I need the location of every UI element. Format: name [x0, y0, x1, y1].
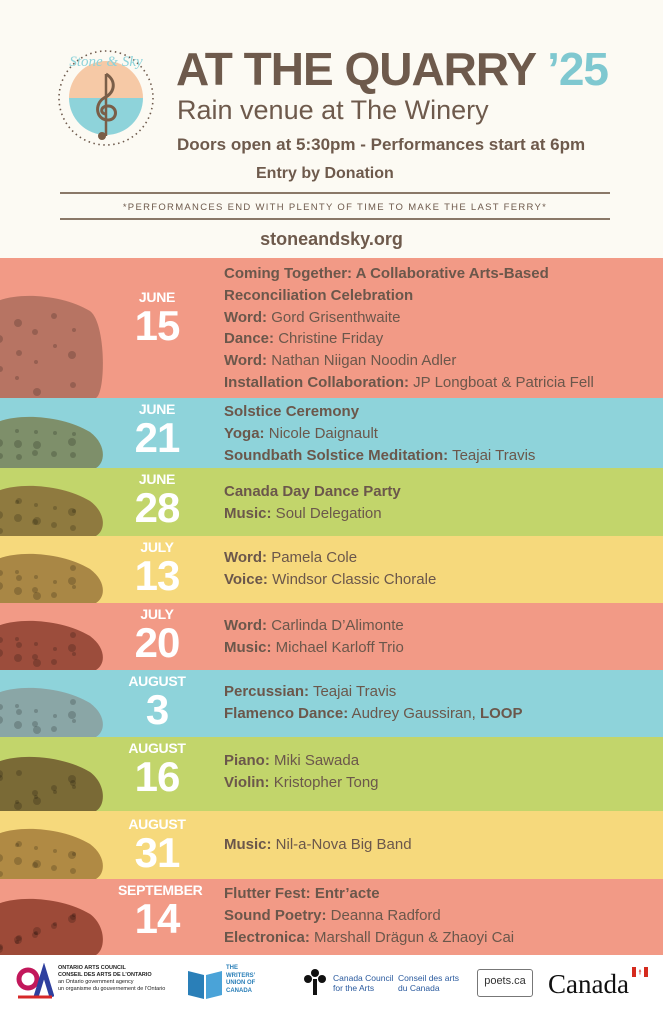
- lineup-performer: Christine Friday: [274, 330, 384, 348]
- lineup-role: Violin:: [224, 773, 270, 791]
- event-day: 14: [134, 895, 180, 942]
- lineup-performer: Windsor Classic Chorale: [267, 570, 437, 588]
- lineup-line: [224, 569, 436, 591]
- lineup-line: [224, 927, 514, 949]
- lineup-performer: Nil-a-Nova Big Band: [271, 836, 412, 853]
- event-month: JUNE: [138, 401, 176, 417]
- lineup-role: Voice:: [224, 570, 268, 588]
- lineup-role: Yoga:: [224, 424, 265, 442]
- lineup-line: [224, 285, 594, 307]
- event-lineup: [224, 834, 412, 856]
- poster-header: [0, 0, 663, 258]
- lineup-line: [224, 750, 379, 772]
- event-lineup: [224, 547, 436, 591]
- stone-image: [0, 603, 110, 670]
- event-band: [0, 603, 663, 670]
- lineup-line: [224, 883, 514, 905]
- lineup-performer: JP Longboat & Patricia Fell: [409, 373, 594, 391]
- event-date: [118, 882, 203, 942]
- poets-logo: poets.ca: [477, 969, 533, 997]
- event-band: [0, 879, 663, 955]
- lineup-role: Music:: [224, 504, 272, 522]
- event-day: 15: [134, 302, 180, 349]
- event-date: [118, 540, 196, 597]
- lineup-role: Percussian:: [224, 683, 310, 700]
- lineup-role: Flamenco Dance:: [224, 704, 349, 722]
- event-lineup: [224, 401, 535, 466]
- lineup-line: [224, 401, 535, 423]
- event-date: [118, 817, 196, 874]
- lineup-line: [224, 547, 436, 569]
- lineup-role: Canada Day Dance Party: [224, 483, 401, 500]
- lineup-performer: Pamela Cole: [267, 549, 358, 566]
- lineup-role: Coming Together: A Collaborative Arts-Based: [224, 265, 549, 282]
- lineup-performer: Teajai Travis: [309, 683, 397, 700]
- lineup-role: Installation Collaboration:: [224, 373, 410, 391]
- stone-image: [0, 536, 110, 603]
- lineup-extra: LOOP: [479, 704, 523, 722]
- lineup-role: Word:: [224, 549, 268, 566]
- event-band: [0, 258, 663, 398]
- divider-bottom: [60, 218, 610, 220]
- event-month: SEPTEMBER: [118, 882, 203, 898]
- doors-time: Doors open at 5:30pm - Performances start at 6pm: [177, 135, 586, 154]
- lineup-performer: Soul Delegation: [271, 504, 382, 522]
- stone-image: [0, 737, 110, 811]
- event-band: [0, 737, 663, 811]
- lineup-line: [224, 328, 594, 350]
- lineup-role: Word:: [224, 308, 268, 326]
- sponsor-footer: [0, 955, 663, 1024]
- event-band: [0, 670, 663, 737]
- event-date: [118, 290, 196, 347]
- lineup-line: [224, 350, 594, 372]
- event-month: AUGUST: [128, 816, 186, 832]
- event-lineup: [224, 263, 594, 394]
- event-day: 31: [134, 829, 180, 876]
- lineup-performer: Carlinda D’Alimonte: [267, 617, 404, 634]
- lineup-role: Sound Poetry:: [224, 906, 327, 924]
- lineup-performer: Marshall Drägun & Zhaoyi Cai: [309, 928, 515, 946]
- writers-union-logo-icon: [186, 965, 224, 1001]
- logo-text: Stone & Sky: [69, 54, 143, 70]
- event-band: [0, 536, 663, 603]
- stone-image: [0, 670, 110, 737]
- lineup-line: [224, 372, 594, 394]
- event-lineup: [224, 481, 401, 525]
- canada-council-fr: Conseil des arts du Canada: [398, 973, 459, 993]
- event-lineup: [224, 681, 522, 725]
- lineup-line: [224, 905, 514, 927]
- ferry-note: *PERFORMANCES END WITH PLENTY OF TIME TO MAKE THE LAST FERRY*: [122, 202, 548, 213]
- lineup-line: [224, 503, 401, 525]
- writers-union-text: THE WRITERS’ UNION OF CANADA: [226, 965, 256, 994]
- event-month: AUGUST: [128, 740, 186, 756]
- stone-image: [0, 398, 110, 468]
- lineup-line: [224, 615, 404, 637]
- event-band: [0, 468, 663, 536]
- lineup-role: Music:: [224, 836, 272, 853]
- lineup-performer: Nicole Daignault: [264, 424, 378, 442]
- lineup-role: Reconciliation Celebration: [224, 286, 414, 304]
- event-month: AUGUST: [128, 673, 186, 689]
- lineup-role: Solstice Ceremony: [224, 403, 360, 420]
- lineup-role: Soundbath Solstice Meditation:: [224, 446, 449, 464]
- event-date: [118, 402, 196, 459]
- event-day: 3: [145, 686, 169, 733]
- event-month: JUNE: [138, 471, 176, 487]
- lineup-line: [224, 445, 535, 467]
- stone-image: [0, 879, 110, 955]
- lineup-line: [224, 772, 379, 794]
- lineup-role: Word:: [224, 352, 268, 370]
- lineup-performer: Audrey Gaussiran,: [348, 704, 480, 722]
- stone-image: [0, 811, 110, 879]
- lineup-performer: Michael Karloff Trio: [271, 638, 404, 656]
- lineup-line: [224, 703, 522, 725]
- venue-subtitle: Rain venue at The Winery: [177, 95, 489, 125]
- event-day: 20: [134, 619, 180, 666]
- event-date: [118, 607, 196, 664]
- oac-text: ONTARIO ARTS COUNCIL CONSEIL DES ARTS DE L’ONTARIO an Ontario government agency un organisme du gouvernement de l’Ontario: [58, 965, 166, 992]
- canada-flag-icon: [632, 967, 648, 977]
- lineup-performer: Gord Grisenthwaite: [267, 308, 401, 326]
- website-link[interactable]: stoneandsky.org: [260, 229, 403, 249]
- event-day: 13: [134, 552, 180, 599]
- canada-council-logo-icon: [302, 967, 328, 997]
- lineup-line: [224, 423, 535, 445]
- oac-logo-icon: [14, 963, 54, 1003]
- divider-top: [60, 192, 610, 194]
- stone-and-sky-logo: [56, 40, 156, 156]
- lineup-performer: Miki Sawada: [269, 752, 360, 769]
- lineup-role: Dance:: [224, 330, 275, 348]
- event-date: [118, 472, 196, 529]
- canada-council-en: Canada Council for the Arts: [333, 973, 394, 993]
- event-date: [118, 741, 196, 798]
- lineup-role: Electronica:: [224, 928, 310, 946]
- lineup-performer: Deanna Radford: [326, 906, 441, 924]
- lineup-line: [224, 263, 594, 285]
- event-day: 16: [134, 753, 180, 800]
- event-day: 28: [134, 484, 180, 531]
- event-month: JUNE: [138, 289, 176, 305]
- lineup-performer: Nathan Niigan Noodin Adler: [267, 352, 457, 370]
- lineup-line: [224, 637, 404, 659]
- lineup-role: Piano:: [224, 752, 270, 769]
- lineup-performer: Kristopher Tong: [269, 773, 379, 791]
- lineup-line: [224, 307, 594, 329]
- event-band: [0, 398, 663, 468]
- lineup-line: [224, 681, 522, 703]
- stone-image: [0, 258, 110, 398]
- event-month: JULY: [140, 606, 174, 622]
- event-band: [0, 811, 663, 879]
- event-date: [118, 674, 196, 731]
- lineup-role: Word:: [224, 617, 268, 634]
- lineup-role: Music:: [224, 638, 272, 656]
- lineup-line: [224, 481, 401, 503]
- event-lineup: [224, 615, 404, 659]
- lineup-line: [224, 834, 412, 856]
- lineup-performer: Teajai Travis: [448, 446, 536, 464]
- entry-note: Entry by Donation: [256, 165, 394, 182]
- stone-image: [0, 468, 110, 536]
- lineup-role: Flutter Fest: Entr’acte: [224, 885, 380, 902]
- event-lineup: [224, 750, 379, 794]
- event-lineup: [224, 883, 514, 948]
- canada-wordmark: Canada: [548, 969, 629, 999]
- event-month: JULY: [140, 539, 174, 555]
- event-year: ’25: [547, 43, 609, 95]
- event-title: AT THE QUARRY ’25: [176, 43, 609, 95]
- event-day: 21: [134, 414, 180, 461]
